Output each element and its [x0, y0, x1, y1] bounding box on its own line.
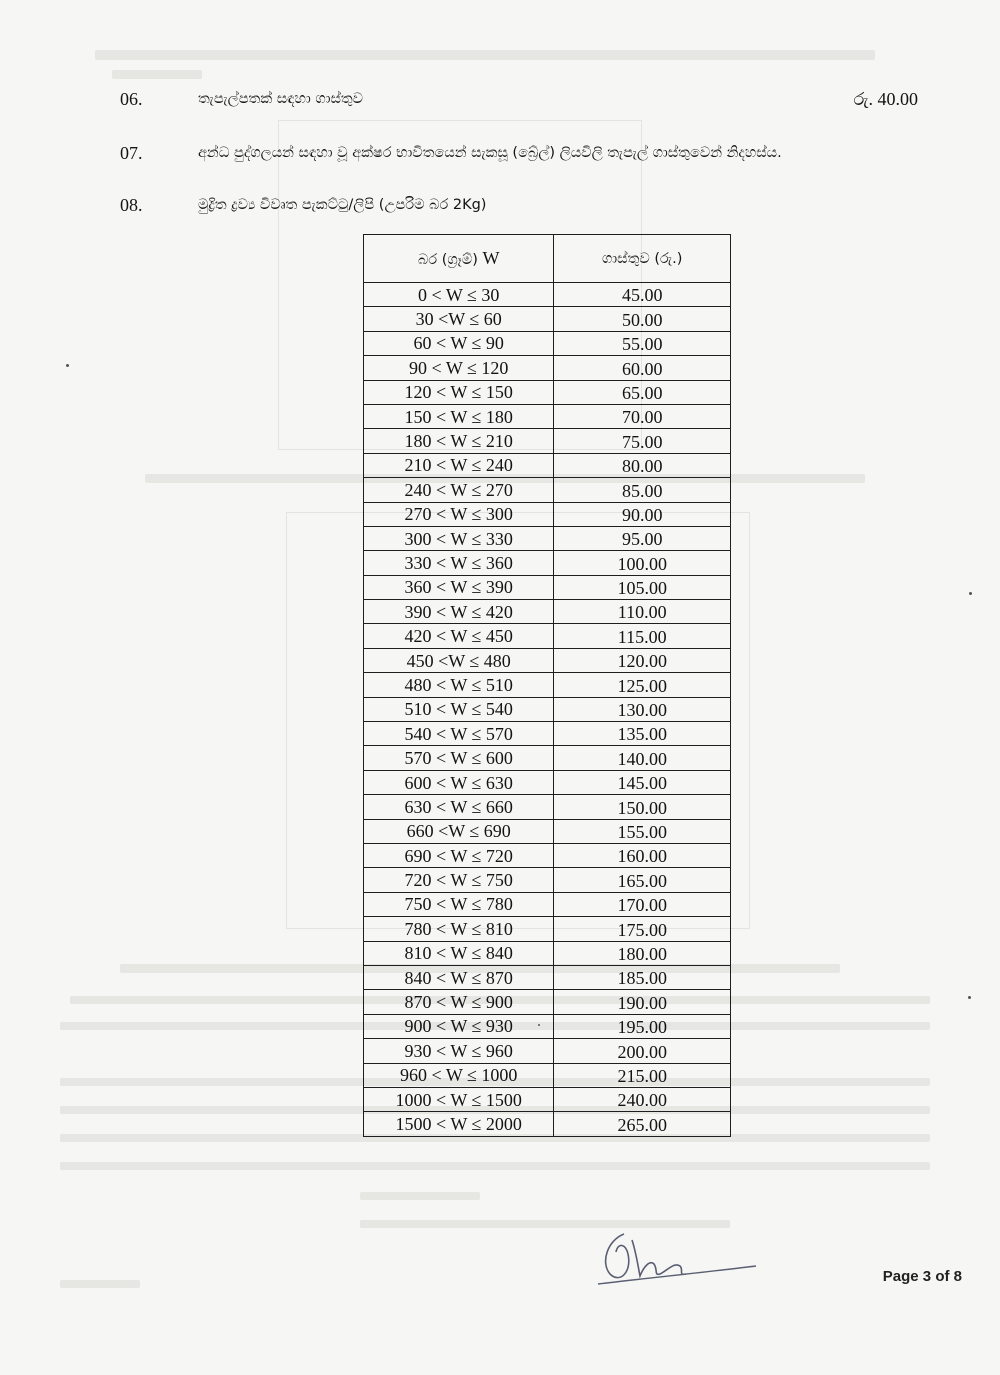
table-row [364, 1014, 731, 1038]
weight-cell: 120 < W ≤ 150 [364, 380, 554, 404]
weight-cell: 330 < W ≤ 360 [364, 551, 554, 575]
weight-cell: 90 < W ≤ 120 [364, 356, 554, 380]
table-row [364, 917, 731, 941]
fee-cell: 130.00 [554, 697, 731, 721]
table-row [364, 1087, 731, 1111]
fee-cell: 155.00 [554, 819, 731, 843]
table-header-row [364, 235, 731, 283]
page-total: 8 [953, 1268, 962, 1285]
fee-cell: 240.00 [554, 1087, 731, 1111]
header-weight [364, 235, 554, 283]
item-text: තැපැල්පතක් සඳහා ගාස්තුව [198, 91, 364, 107]
tariff-table [363, 234, 731, 1137]
fee-cell: 185.00 [554, 965, 731, 989]
page-current: 3 [922, 1268, 932, 1285]
weight-cell: 390 < W ≤ 420 [364, 600, 554, 624]
table-row [364, 770, 731, 794]
signature-icon [588, 1222, 768, 1302]
table-row [364, 795, 731, 819]
page-of: of [935, 1268, 950, 1285]
weight-cell: 1500 < W ≤ 2000 [364, 1112, 554, 1136]
fee-cell: 160.00 [554, 843, 731, 867]
fee-cell: 140.00 [554, 746, 731, 770]
table-row [364, 746, 731, 770]
header-fee: ගාස්තුව (රු.) [554, 235, 731, 283]
table-row [364, 600, 731, 624]
fee-cell: 75.00 [554, 429, 731, 453]
table-row [364, 868, 731, 892]
page-number [883, 1268, 962, 1285]
fee-cell: 125.00 [554, 673, 731, 697]
header-weight-label: බර (ග්‍රෑම්) [417, 252, 478, 268]
item-number: 08. [120, 195, 143, 215]
table-row [364, 843, 731, 867]
fee-cell: 165.00 [554, 868, 731, 892]
table-row [364, 673, 731, 697]
weight-cell: 210 < W ≤ 240 [364, 453, 554, 477]
table-row [364, 624, 731, 648]
weight-cell: 960 < W ≤ 1000 [364, 1063, 554, 1087]
table-row [364, 648, 731, 672]
table-row [364, 892, 731, 916]
weight-cell: 750 < W ≤ 780 [364, 892, 554, 916]
weight-cell: 180 < W ≤ 210 [364, 429, 554, 453]
page-prefix: Page [882, 1268, 919, 1285]
table-row [364, 356, 731, 380]
fee-cell: 215.00 [554, 1063, 731, 1087]
weight-cell: 30 <W ≤ 60 [364, 307, 554, 331]
fee-cell: 95.00 [554, 526, 731, 550]
fee-cell: 170.00 [554, 892, 731, 916]
weight-cell: 420 < W ≤ 450 [364, 624, 554, 648]
table-row [364, 283, 731, 307]
scan-speck [968, 996, 971, 999]
fee-cell: 135.00 [554, 722, 731, 746]
fee-cell: 175.00 [554, 917, 731, 941]
weight-cell: 930 < W ≤ 960 [364, 1039, 554, 1063]
fee-cell: 145.00 [554, 770, 731, 794]
item-text: මුද්‍රිත ද්‍රව්‍ය විවෘත පැකට්ටු/ලිපි (උපරිම බර 2Kg) [198, 197, 487, 213]
table-row [364, 404, 731, 428]
table-row [364, 502, 731, 526]
weight-cell: 900 < W ≤ 930 [364, 1014, 554, 1038]
table-row [364, 990, 731, 1014]
table-row [364, 307, 731, 331]
fee-cell: 60.00 [554, 356, 731, 380]
scan-speck [538, 1024, 540, 1026]
weight-cell: 690 < W ≤ 720 [364, 843, 554, 867]
table-row [364, 722, 731, 746]
fee-cell: 80.00 [554, 453, 731, 477]
weight-cell: 360 < W ≤ 390 [364, 575, 554, 599]
fee-cell: 180.00 [554, 941, 731, 965]
fee-cell: 110.00 [554, 600, 731, 624]
header-weight-var: W [482, 248, 500, 268]
weight-cell: 570 < W ≤ 600 [364, 746, 554, 770]
fee-cell: 190.00 [554, 990, 731, 1014]
weight-cell: 1000 < W ≤ 1500 [364, 1087, 554, 1111]
fee-cell: 85.00 [554, 478, 731, 502]
weight-cell: 480 < W ≤ 510 [364, 673, 554, 697]
item-number: 06. [120, 89, 143, 109]
table-row [364, 331, 731, 355]
scan-speck [969, 592, 972, 595]
weight-cell: 450 <W ≤ 480 [364, 648, 554, 672]
item-text: අන්ධ පුද්ගලයන් සඳහා වූ අක්ෂර භාවිතයෙන් සැකසූ (බ්‍රේල්) ලියවිලි තැපැල් ගාස්තුවෙන් නිදහස්ය. [198, 145, 782, 161]
fee-cell: 265.00 [554, 1112, 731, 1136]
weight-cell: 270 < W ≤ 300 [364, 502, 554, 526]
fee-cell: 70.00 [554, 404, 731, 428]
weight-cell: 720 < W ≤ 750 [364, 868, 554, 892]
fee-cell: 105.00 [554, 575, 731, 599]
table-row [364, 551, 731, 575]
weight-cell: 540 < W ≤ 570 [364, 722, 554, 746]
weight-cell: 150 < W ≤ 180 [364, 404, 554, 428]
table-row [364, 1039, 731, 1063]
weight-cell: 510 < W ≤ 540 [364, 697, 554, 721]
table-row [364, 575, 731, 599]
fee-cell: 65.00 [554, 380, 731, 404]
fee-cell: 115.00 [554, 624, 731, 648]
weight-cell: 60 < W ≤ 90 [364, 331, 554, 355]
fee-cell: 90.00 [554, 502, 731, 526]
fee-cell: 55.00 [554, 331, 731, 355]
fee-cell: 200.00 [554, 1039, 731, 1063]
weight-cell: 0 < W ≤ 30 [364, 283, 554, 307]
table-row [364, 941, 731, 965]
weight-cell: 810 < W ≤ 840 [364, 941, 554, 965]
table-row [364, 965, 731, 989]
weight-cell: 630 < W ≤ 660 [364, 795, 554, 819]
table-row [364, 478, 731, 502]
weight-cell: 600 < W ≤ 630 [364, 770, 554, 794]
table-row [364, 526, 731, 550]
weight-cell: 870 < W ≤ 900 [364, 990, 554, 1014]
fee-cell: 45.00 [554, 283, 731, 307]
table-row [364, 429, 731, 453]
weight-cell: 300 < W ≤ 330 [364, 526, 554, 550]
weight-cell: 840 < W ≤ 870 [364, 965, 554, 989]
item-amount: රු. 40.00 [853, 89, 918, 109]
weight-cell: 780 < W ≤ 810 [364, 917, 554, 941]
table-row [364, 380, 731, 404]
fee-cell: 195.00 [554, 1014, 731, 1038]
fee-cell: 50.00 [554, 307, 731, 331]
fee-cell: 150.00 [554, 795, 731, 819]
weight-cell: 240 < W ≤ 270 [364, 478, 554, 502]
tariff-body [364, 283, 731, 1137]
table-row [364, 697, 731, 721]
weight-cell: 660 <W ≤ 690 [364, 819, 554, 843]
fee-cell: 120.00 [554, 648, 731, 672]
table-row [364, 1063, 731, 1087]
fee-cell: 100.00 [554, 551, 731, 575]
table-row [364, 453, 731, 477]
item-number: 07. [120, 143, 143, 163]
scan-speck [66, 364, 69, 367]
table-row [364, 819, 731, 843]
table-row [364, 1112, 731, 1136]
